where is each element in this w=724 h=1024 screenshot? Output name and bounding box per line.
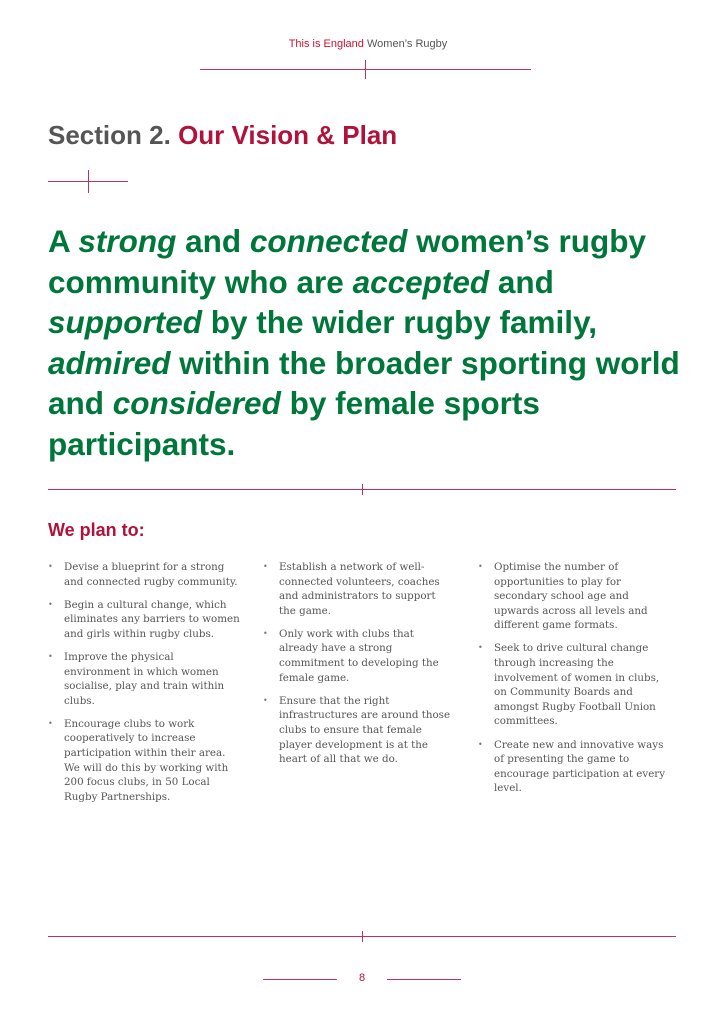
vision-text: and [489,263,554,300]
running-header [288,38,448,50]
plan-item: • Ensure that the right infrastructures are around those clubs to ensure that female player development is at the heart of all that we do. [263,694,455,767]
vision-emphasis: considered [112,385,281,421]
plan-column-2 [263,560,455,775]
footer-divider-tick [362,931,363,942]
vision-divider-tick [362,484,363,495]
page-number-rule-right [387,979,461,980]
plan-item: • Create new and innovative ways of presenting the game to encourage participation at every level. [478,738,670,796]
section-prefix: Section 2. [48,120,171,150]
section-title [48,120,397,151]
plan-heading: We plan to: [48,520,145,540]
plan-item: • Seek to drive cultural change through increasing the involvement of women in clubs, on Community Boards and amongst Rugby Football Union committees. [478,641,670,729]
plan-item: • Optimise the number of opportunities to play for secondary school age and upwards across all levels and different game formats. [478,560,670,633]
vision-emphasis: supported [48,304,202,340]
vision-emphasis: connected [249,223,408,259]
page-number-rule-left [263,979,337,980]
header-rule-tick [365,60,366,79]
plan-item: • Improve the physical environment in which women socialise, play and train within clubs. [48,650,240,708]
plan-item: • Encourage clubs to work cooperatively to increase participation within their area. We will do this by working with 200 focus clubs, in 50 Local Rugby Partnerships. [48,717,240,805]
page-number: 8 [358,972,366,984]
vision-emphasis: accepted [352,263,490,300]
vision-text: by the wider rugby family, [202,304,597,340]
vision-text: by female sports participants. [48,385,540,462]
vision-text: within the broader sporting world and [48,344,680,421]
plan-item: • Establish a network of well-connected volunteers, coaches and administrators to support the game. [263,560,455,618]
section-heading: Our Vision & Plan [178,120,398,150]
vision-statement [48,221,688,464]
vision-text: A [48,223,79,259]
plan-column-3 [478,560,670,804]
plan-column-1 [48,560,240,813]
plan-item: • Only work with clubs that already have a strong commitment to developing the female game. [263,627,455,685]
plan-item: • Devise a blueprint for a strong and connected rugby community. [48,560,240,589]
header-brand: This is England [288,38,364,50]
vision-emphasis: strong [78,223,177,259]
vision-emphasis: admired [48,344,171,381]
header-subtitle: Women’s Rugby [366,38,448,50]
section-rule-tick [88,170,89,193]
plan-item: • Begin a cultural change, which eliminates any barriers to women and girls within rugby clubs. [48,598,240,642]
vision-text: and [176,223,250,259]
vision-text: women’s rugby community who are [48,223,647,300]
